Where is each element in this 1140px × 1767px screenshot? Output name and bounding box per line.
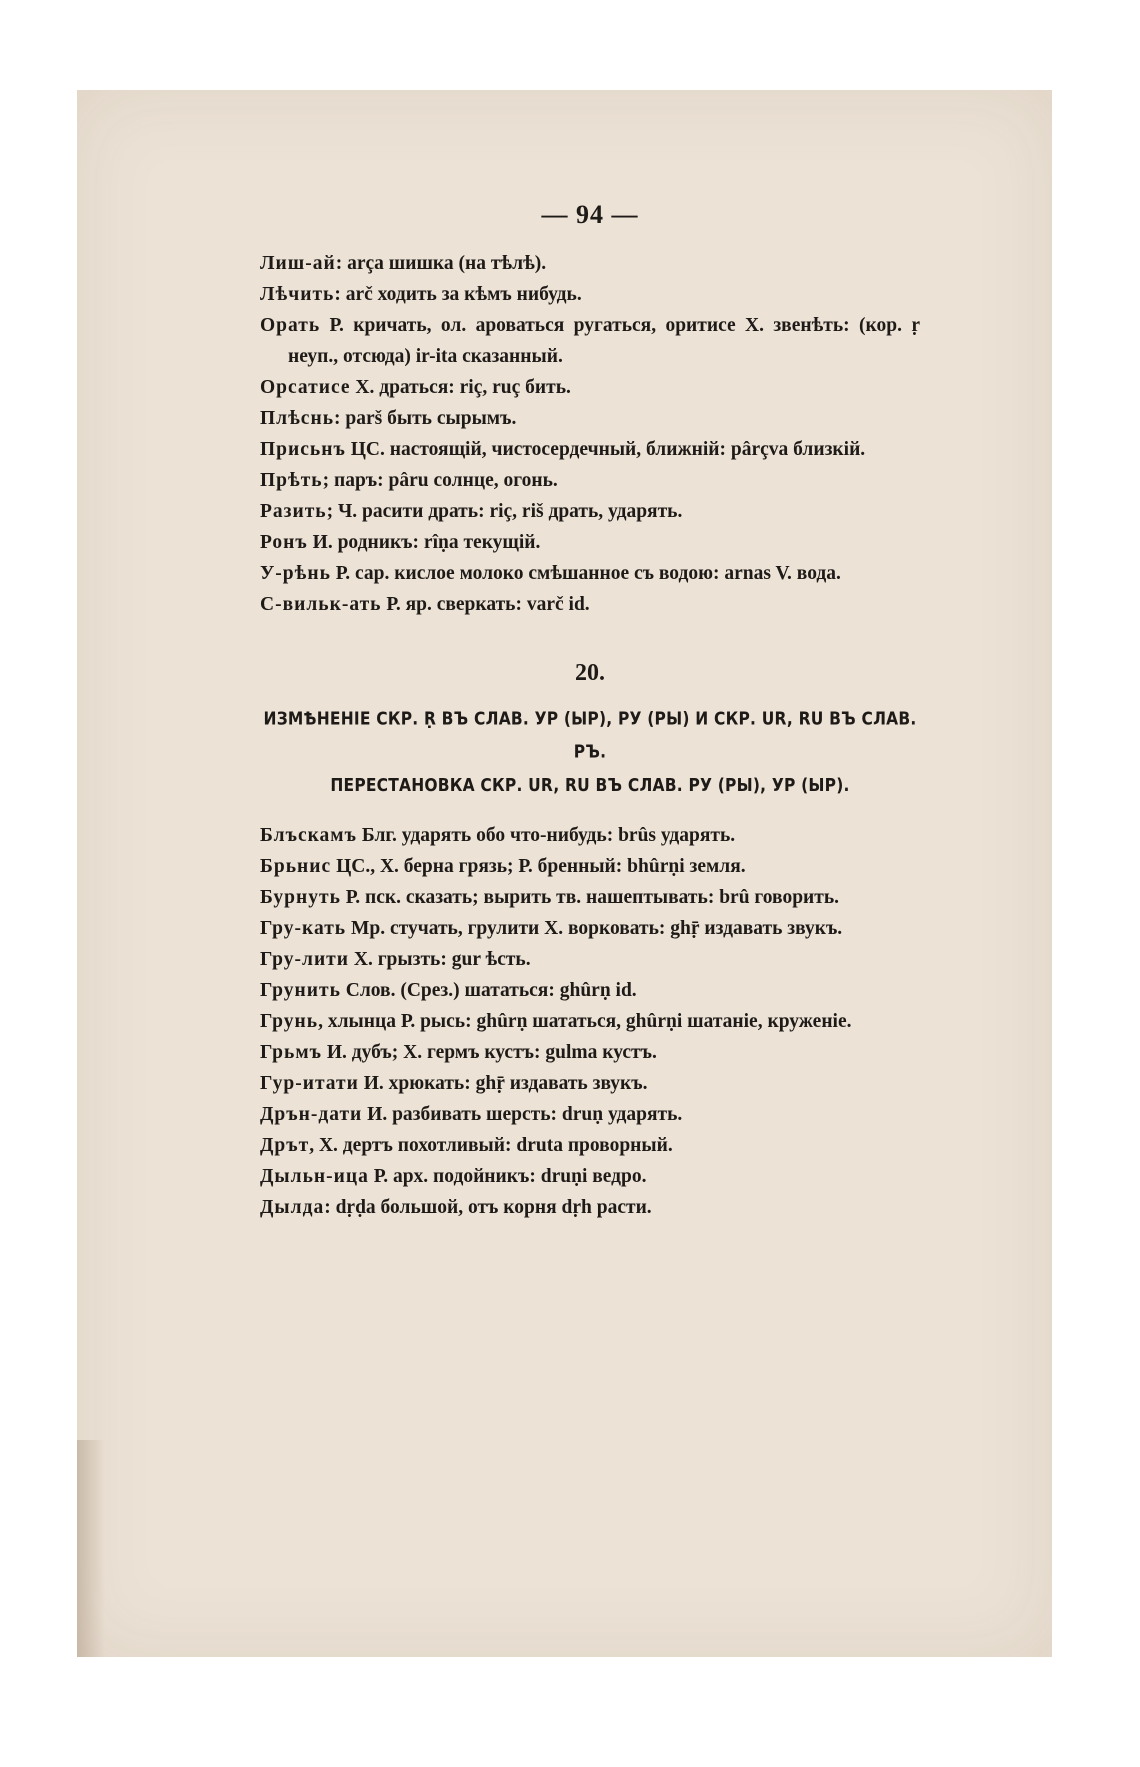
entry [260,372,920,403]
page-number: — 94 — [541,200,639,229]
entry [260,1037,920,1068]
entry-headword: Грьмъ [260,1042,322,1063]
entry-headword: Лиш-ай [260,253,336,274]
entry-text: ЦС. настоящій, чистосердечный, ближній: pârçva близкій. [345,439,866,460]
entry [260,589,920,620]
entry-headword: Брьнис [260,856,332,877]
entry-text: Х. драться: riç, ruç бить. [350,377,571,398]
entry [260,1161,920,1192]
entry-headword: Ронъ [260,532,308,553]
section-number: 20. [575,660,605,686]
entry [260,248,920,279]
entry-headword: Прѣть [260,470,323,491]
entry-text: Р. сар. кислое молоко смѣшанное съ водою: arnas V. вода. [330,563,841,584]
entry-headword: Дыльн-ица [260,1166,369,1187]
entry [260,944,920,975]
entry-headword: Грунь [260,1011,319,1032]
entries-section [260,820,920,1223]
entry-text: ; паръ: pâru солнце, огонь. [322,470,558,491]
entry [260,403,920,434]
entry-text: Слов. (Срез.) шататься: ghûrṇ id. [340,980,637,1001]
entry-text: И. родникъ: rîṇa текущій. [307,532,541,553]
entry-text: ; Ч. расити драть: riç, riš драть, ударять. [326,501,683,522]
entry-headword: Гру-лити [260,949,349,970]
entry [260,1006,920,1037]
entry [260,975,920,1006]
entry-headword: С-вильк-ать [260,594,382,615]
entry-text: : arč ходить за кѣмъ нибудь. [334,284,582,305]
entry-headword: Дылда [260,1197,325,1218]
entry-text: И. хрюкать: ghṝ издавать звукъ. [358,1073,648,1094]
entry-headword: Грунить [260,980,341,1001]
entry [260,1068,920,1099]
entry [260,913,920,944]
entry-text: : parš быть сырымъ. [334,408,517,429]
entry-text: Р. пск. сказать; вырить тв. нашептывать: brû говорить. [340,887,840,908]
entry-headword: Гур-итати [260,1073,359,1094]
entry-headword: Дрът [260,1135,310,1156]
entry-headword: Орать [260,315,321,336]
entry [260,851,920,882]
section-title-line: ПЕРЕСТАНОВКА СКР. UR, RU ВЪ СЛАВ. РУ (РЫ), УР (ЫР). [330,774,850,796]
entry-headword: Блъскамъ [260,825,357,846]
entry-text: Р. арх. подойникъ: druṇi ведро. [368,1166,647,1187]
page-edge-shadow [77,1440,105,1657]
page-text [260,200,920,1223]
entry-headword: Гру-кать [260,918,347,939]
entry-text: , Х. дертъ похотливый: druta проворный. [309,1135,673,1156]
entry-headword: Дрън-дати [260,1104,363,1125]
entry-headword: Присьнъ [260,439,346,460]
entry-text: : arça шишка (на тѣлѣ). [335,253,547,274]
section-title [260,702,920,802]
entry-text: , хлынца Р. рысь: ghûrṇ шататься, ghûrṇi шатаніе, круженіе. [318,1011,852,1032]
entry-text: Р. кричать, ол. ароваться ругаться, оритисе Х. звенѣть: (кор. ṛ неуп., отсюда) ir-ita сказанный. [288,315,920,367]
entry [260,465,920,496]
entry [260,434,920,465]
entry-text: Блг. ударять обо что-нибудь: brûs ударять. [356,825,736,846]
entry [260,279,920,310]
section-title-line: ИЗМѢНЕНІЕ СКР. Ṛ ВЪ СЛАВ. УР (ЫР), РУ (РЫ) И СКР. UR, RU ВЪ СЛАВ. РЪ. [263,708,917,763]
entry-headword: Разить [260,501,327,522]
entry-text: И. дубъ; Х. гермъ кустъ: gulma кустъ. [322,1042,657,1063]
entry-headword: Лѣчить [260,284,335,305]
entry-text: Мр. стучать, грулити Х. ворковать: ghṝ издавать звукъ. [346,918,843,939]
entry [260,882,920,913]
entry [260,558,920,589]
entry-headword: Орсатисе [260,377,351,398]
entry [260,1130,920,1161]
entry-text: И. разбивать шерсть: druṇ ударять. [362,1104,683,1125]
entry [260,820,920,851]
entry-headword: Бурнуть [260,887,341,908]
entries-top [260,248,920,620]
entry-headword: У-рѣнь [260,563,331,584]
entry-headword: Плѣснь [260,408,335,429]
entry [260,527,920,558]
entry [260,310,920,372]
entry [260,1099,920,1130]
entry-text: ЦС., Х. берна грязь; Р. бренный: bhûrṇi земля. [331,856,746,877]
entry-text: : dṛḍa большой, отъ корня dṛh расти. [324,1197,652,1218]
entry [260,1192,920,1223]
entry-text: Р. яр. сверкать: varč id. [381,594,590,615]
entry-text: Х. грызть: gur ѣсть. [349,949,531,970]
entry [260,496,920,527]
